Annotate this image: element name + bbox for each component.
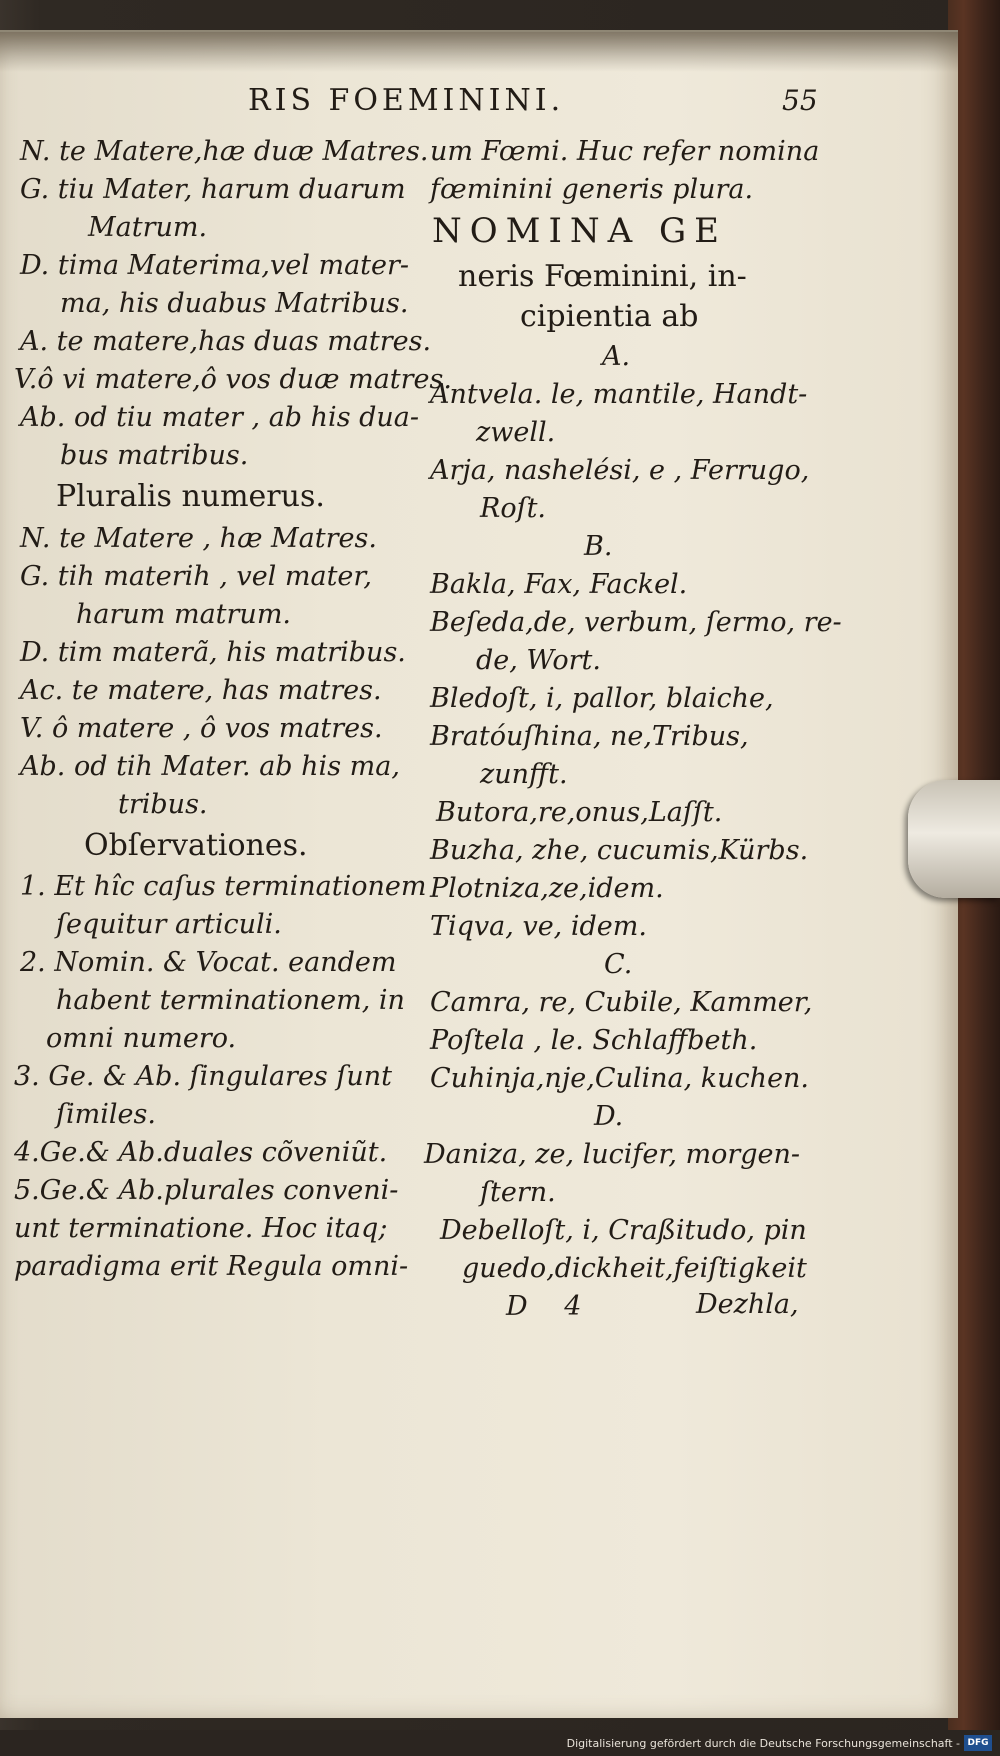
left-heading-observationes: Obſervationes. [84,828,308,863]
page-top-shadow [0,32,958,72]
right-line-15: Bledoſt, i, pallor, blaiche, [430,683,774,714]
right-line-8: zwell. [476,417,556,448]
left-line-8: Ab. od tiu mater , ab his dua- [20,402,420,433]
right-line-16: Bratóuſhina, ne,Tribus, [430,721,749,752]
left-line-4: D. tima Materima,vel mater- [20,250,410,281]
right-line-9: Arja, nashelési, e , Ferrugo, [430,455,810,486]
left-line-15: Ac. te matere, has matres. [20,675,382,706]
page-clip [908,780,1000,898]
left-line-18: tribus. [118,789,208,820]
digitization-credit: Digitalisierung gefördert durch die Deutsche Forschungsgemeinschaft - [566,1737,960,1750]
left-line-27: 4.Ge.& Ab.duales cõveniũt. [14,1137,388,1168]
left-line-28: 5.Ge.& Ab.plurales conveni- [14,1175,399,1206]
left-line-7: V.ô vi matere,ô vos duæ matres. [14,364,452,395]
left-line-2: G. tiu Mater, harum duarum [20,174,406,205]
left-line-16: V. ô matere , ô vos matres. [20,713,383,744]
left-line-21: ſequitur articuli. [56,909,282,940]
right-heading-line-2: neris Fœminini, in- [458,259,747,294]
right-line-27: Daniza, ze, lucifer, morgen- [424,1139,801,1170]
left-line-25: 3. Ge. & Ab. ſingulares ſunt [14,1061,392,1092]
letter-b: B. [584,531,613,562]
left-line-23: habent terminationem, in [56,985,405,1016]
left-line-13: harum matrum. [76,599,291,630]
running-title: RIS FOEMININI. [248,83,565,118]
right-line-20: Plotniza,ze,idem. [430,873,664,904]
left-line-5: ma, his duabus Matribus. [60,288,409,319]
right-line-28: ſtern. [480,1177,556,1208]
left-line-12: G. tih materih , vel mater, [20,561,372,592]
right-line-19: Buzha, zhe, cucumis,Kürbs. [430,835,809,866]
left-line-1: N. te Matere,hæ duæ Matres. [20,136,429,167]
left-line-26: ſimiles. [56,1099,156,1130]
right-line-18: Butora,re,onus,Laſſt. [436,797,723,828]
left-line-22: 2. Nomin. & Vocat. eandem [20,947,397,978]
right-line-30: guedo,dickheit,feiſtigkeit [462,1253,807,1284]
left-heading-pluralis: Pluralis numerus. [56,479,325,514]
letter-d: D. [594,1101,624,1132]
book-page [0,30,958,1718]
right-line-24: Poſtela , le. Schlaffbeth. [430,1025,758,1056]
left-line-20: 1. Et hîc caſus terminationem [20,871,427,902]
signature-mark: D 4 [506,1291,582,1322]
left-line-11: N. te Matere , hæ Matres. [20,523,377,554]
left-line-24: omni numero. [46,1023,237,1054]
right-line-13: Beſeda,de, verbum, ſermo, re- [430,607,842,638]
catchword: Dezhla, [696,1289,799,1320]
right-line-17: zunfft. [480,759,568,790]
right-line-23: Camra, re, Cubile, Kammer, [430,987,813,1018]
right-line-1: um Fœmi. Huc refer nomina [430,136,820,167]
left-line-9: bus matribus. [60,440,249,471]
right-line-25: Cuhinja,nje,Culina, kuchen. [430,1063,810,1094]
right-line-14: de, Wort. [476,645,601,676]
left-line-30: paradigma erit Regula omni- [14,1251,409,1282]
left-line-29: unt terminatione. Hoc itaq; [14,1213,388,1244]
left-line-17: Ab. od tih Mater. ab his ma, [20,751,400,782]
left-line-3: Matrum. [88,212,208,243]
right-line-2: fœminini generis plura. [430,174,754,205]
right-line-12: Bakla, Fax, Fackel. [430,569,688,600]
letter-a: A. [602,341,631,372]
right-line-7: Antvela. le, mantile, Handt- [430,379,808,410]
page-number: 55 [782,84,818,117]
dfg-logo: DFG [964,1735,992,1751]
left-line-14: D. tim materã, his matribus. [20,637,406,668]
right-line-29: Debelloſt, i, Craßitudo, pin [440,1215,807,1246]
right-heading-nomina: NOMINA GE [432,211,727,251]
right-line-10: Roſt. [480,493,547,524]
right-heading-line-3: cipientia ab [520,299,699,334]
left-line-6: A. te matere,has duas matres. [20,326,432,357]
letter-c: C. [604,949,633,980]
right-line-21: Tiqva, ve, idem. [430,911,647,942]
